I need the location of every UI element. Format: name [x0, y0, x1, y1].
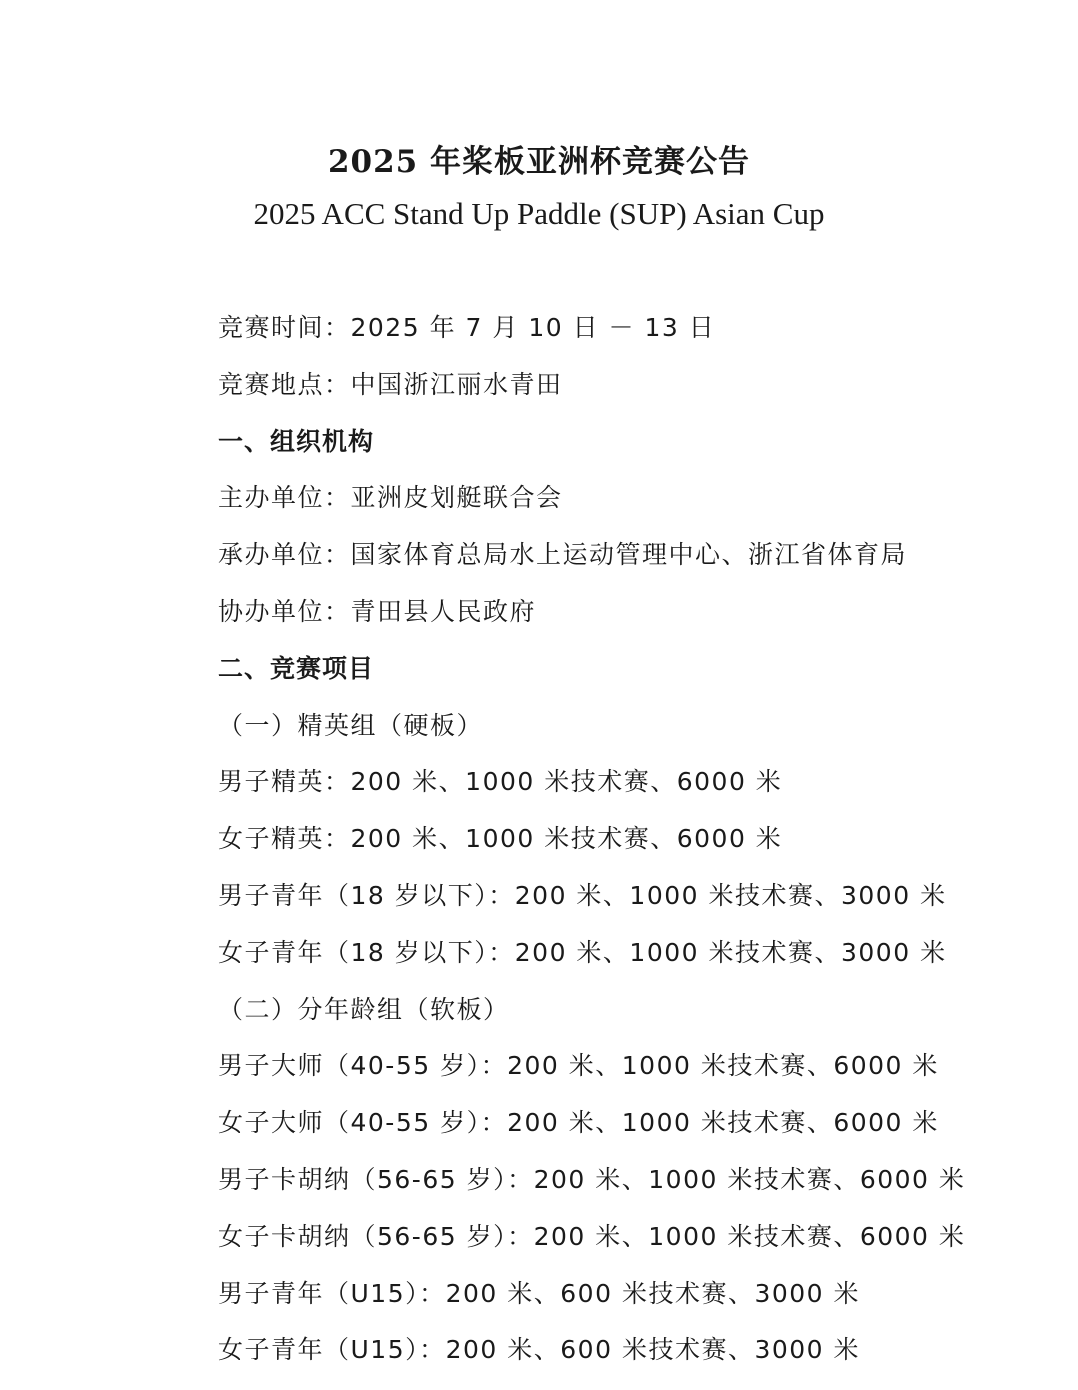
competition-venue: 竞赛地点：中国浙江丽水青田: [218, 369, 563, 399]
event-line: 女子青年（18 岁以下）：200 米、1000 米技术赛、3000 米: [218, 937, 947, 967]
section-heading-organization: 一、组织机构: [218, 426, 375, 456]
event-line: 男子卡胡纳（56-65 岁）：200 米、1000 米技术赛、6000 米: [218, 1164, 966, 1194]
title-chinese: 2025 年桨板亚洲杯竞赛公告: [327, 144, 751, 180]
event-line: 女子青年（U15）：200 米、600 米技术赛、3000 米: [218, 1335, 861, 1365]
co-organizer: 协办单位：青田县人民政府: [218, 596, 537, 626]
event-line: 男子精英：200 米、1000 米技术赛、6000 米: [218, 767, 783, 797]
event-line: 女子卡胡纳（56-65 岁）：200 米、1000 米技术赛、6000 米: [218, 1221, 966, 1251]
event-line: 男子青年（U15）：200 米、600 米技术赛、3000 米: [218, 1278, 861, 1308]
undertaking-organizer: 承办单位：国家体育总局水上运动管理中心、浙江省体育局: [218, 540, 908, 570]
event-line: 女子精英：200 米、1000 米技术赛、6000 米: [218, 824, 783, 854]
subsection-age-group: （二）分年龄组（软板）: [218, 994, 510, 1024]
subsection-elite: （一）精英组（硬板）: [218, 710, 484, 740]
section-heading-events: 二、竞赛项目: [218, 653, 375, 683]
event-line: 男子大师（40-55 岁）：200 米、1000 米技术赛、6000 米: [218, 1051, 939, 1081]
announcement-body: [218, 308, 1038, 1387]
event-line: 男子青年（18 岁以下）：200 米、1000 米技术赛、3000 米: [218, 880, 947, 910]
event-line: 女子大师（40-55 岁）：200 米、1000 米技术赛、6000 米: [218, 1108, 939, 1138]
title-english: 2025 ACC Stand Up Paddle (SUP) Asian Cup: [253, 196, 825, 231]
competition-time: 竞赛时间：2025 年 7 月 10 日 － 13 日: [218, 313, 716, 342]
host-organizer: 主办单位：亚洲皮划艇联合会: [218, 483, 563, 513]
